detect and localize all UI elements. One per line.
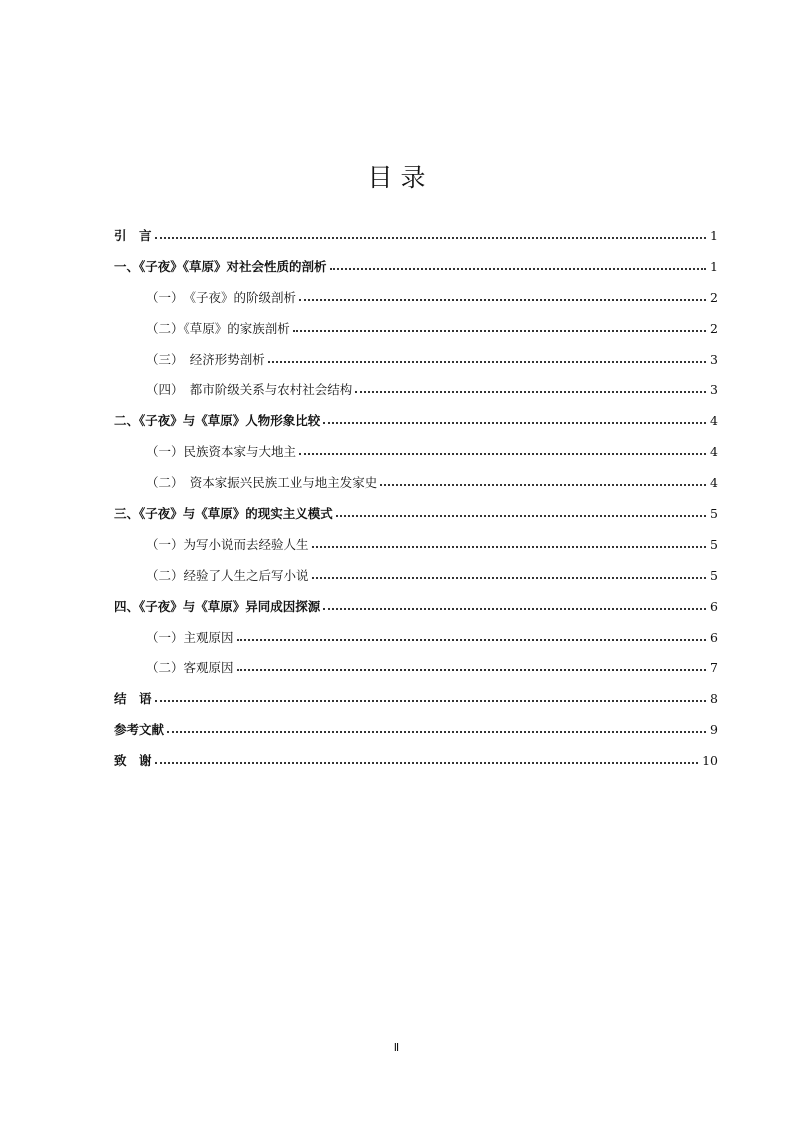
- toc-entry-conclusion[interactable]: [114, 689, 718, 720]
- toc-entry-label: 致 谢: [114, 753, 152, 769]
- page-title: 目 录: [367, 163, 426, 192]
- toc-dot-leader: [299, 444, 706, 456]
- toc-entry-label: （一）主观原因: [146, 629, 234, 645]
- toc-dot-leader: [312, 568, 706, 580]
- toc-entry-page-number: 5: [710, 567, 718, 583]
- toc-dot-leader: [293, 321, 706, 333]
- toc-entry-introduction[interactable]: [114, 226, 718, 257]
- toc-entry-label: 引 言: [114, 228, 152, 243]
- toc-entry-label: 三、《子夜》与《草原》的现实主义模式: [114, 506, 333, 522]
- toc-entry-chapter-1[interactable]: [114, 257, 718, 288]
- toc-entry-page-number: 4: [710, 444, 718, 460]
- toc-entry-chapter-3[interactable]: [114, 504, 718, 535]
- toc-entry-page-number: 5: [710, 506, 718, 522]
- toc-entry-page-number: 7: [710, 660, 718, 676]
- toc-entry-section-3-2[interactable]: [114, 566, 718, 597]
- toc-entry-section-2-2[interactable]: [114, 473, 718, 504]
- toc-dot-leader: [330, 259, 706, 271]
- toc-entry-label: （一）为写小说而去经验人生: [146, 536, 309, 552]
- toc-entry-page-number: 2: [710, 289, 718, 305]
- toc-entry-section-2-1[interactable]: [114, 442, 718, 473]
- toc-entry-page-number: 1: [710, 228, 718, 243]
- toc-entry-label: 参考文献: [114, 722, 165, 738]
- toc-dot-leader: [323, 413, 706, 425]
- toc-dot-leader: [355, 382, 706, 394]
- toc-entry-label: 结 语: [114, 691, 152, 707]
- toc-dot-leader: [167, 722, 706, 734]
- toc-dot-leader: [155, 691, 706, 703]
- toc-dot-leader: [237, 630, 706, 642]
- toc-entry-section-1-1[interactable]: [114, 288, 718, 319]
- toc-dot-leader: [312, 537, 706, 549]
- toc-dot-leader: [155, 753, 699, 765]
- toc-entry-label: 二、《子夜》与《草原》人物形象比较: [114, 413, 321, 429]
- toc-entry-page-number: 4: [710, 413, 718, 429]
- toc-entry-label: （四） 都市阶级关系与农村社会结构: [146, 382, 353, 398]
- toc-entry-section-1-2[interactable]: [114, 319, 718, 350]
- toc-dot-leader: [380, 475, 706, 487]
- toc-entry-label: （三） 经济形势剖析: [146, 351, 265, 367]
- toc-dot-leader: [299, 290, 706, 302]
- toc-entry-page-number: 5: [710, 536, 718, 552]
- toc-entry-chapter-4[interactable]: [114, 597, 718, 628]
- toc-entry-page-number: 3: [710, 382, 718, 398]
- toc-entry-label: 一、《子夜》《草原》对社会性质的剖析: [114, 258, 327, 274]
- toc-dot-leader: [336, 506, 706, 518]
- toc-entry-page-number: 8: [710, 691, 718, 707]
- toc-entry-section-4-2[interactable]: [114, 658, 718, 689]
- toc-entry-section-1-4[interactable]: [114, 380, 718, 411]
- toc-entry-section-1-3[interactable]: [114, 350, 718, 381]
- toc-entry-section-4-1[interactable]: [114, 628, 718, 659]
- toc-entry-label: （一）民族资本家与大地主: [146, 444, 297, 460]
- toc-entry-page-number: 6: [710, 629, 718, 645]
- footer-page-number: Ⅱ: [393, 1042, 400, 1054]
- toc-dot-leader: [155, 228, 706, 240]
- toc-entry-label: （二）经验了人生之后写小说: [146, 567, 309, 583]
- toc-entry-page-number: 1: [710, 258, 718, 274]
- toc-entry-page-number: 4: [710, 475, 718, 491]
- toc-entry-label: （一） 《子夜》的阶级剖析: [146, 289, 297, 305]
- toc-entry-acknowledgements[interactable]: [114, 751, 718, 782]
- toc-entry-label: （二）客观原因: [146, 660, 234, 676]
- toc-dot-leader: [237, 660, 706, 672]
- toc-entry-label: （二） 资本家振兴民族工业与地主发家史: [146, 475, 378, 491]
- toc-entry-page-number: 9: [710, 722, 718, 738]
- toc-entry-page-number: 3: [710, 351, 718, 367]
- toc-entry-label: （二）《草原》的家族剖析: [146, 320, 290, 336]
- toc-entry-page-number: 2: [710, 320, 718, 336]
- toc-entry-page-number: 6: [710, 598, 718, 614]
- toc-dot-leader: [323, 599, 706, 611]
- toc-entry-chapter-2[interactable]: [114, 411, 718, 442]
- toc-dot-leader: [268, 352, 706, 364]
- toc-entry-references[interactable]: [114, 720, 718, 751]
- toc-entry-page-number: 10: [702, 753, 718, 769]
- table-of-contents: [114, 226, 718, 782]
- toc-entry-label: 四、《子夜》与《草原》异同成因探源: [114, 598, 321, 614]
- toc-entry-section-3-1[interactable]: [114, 535, 718, 566]
